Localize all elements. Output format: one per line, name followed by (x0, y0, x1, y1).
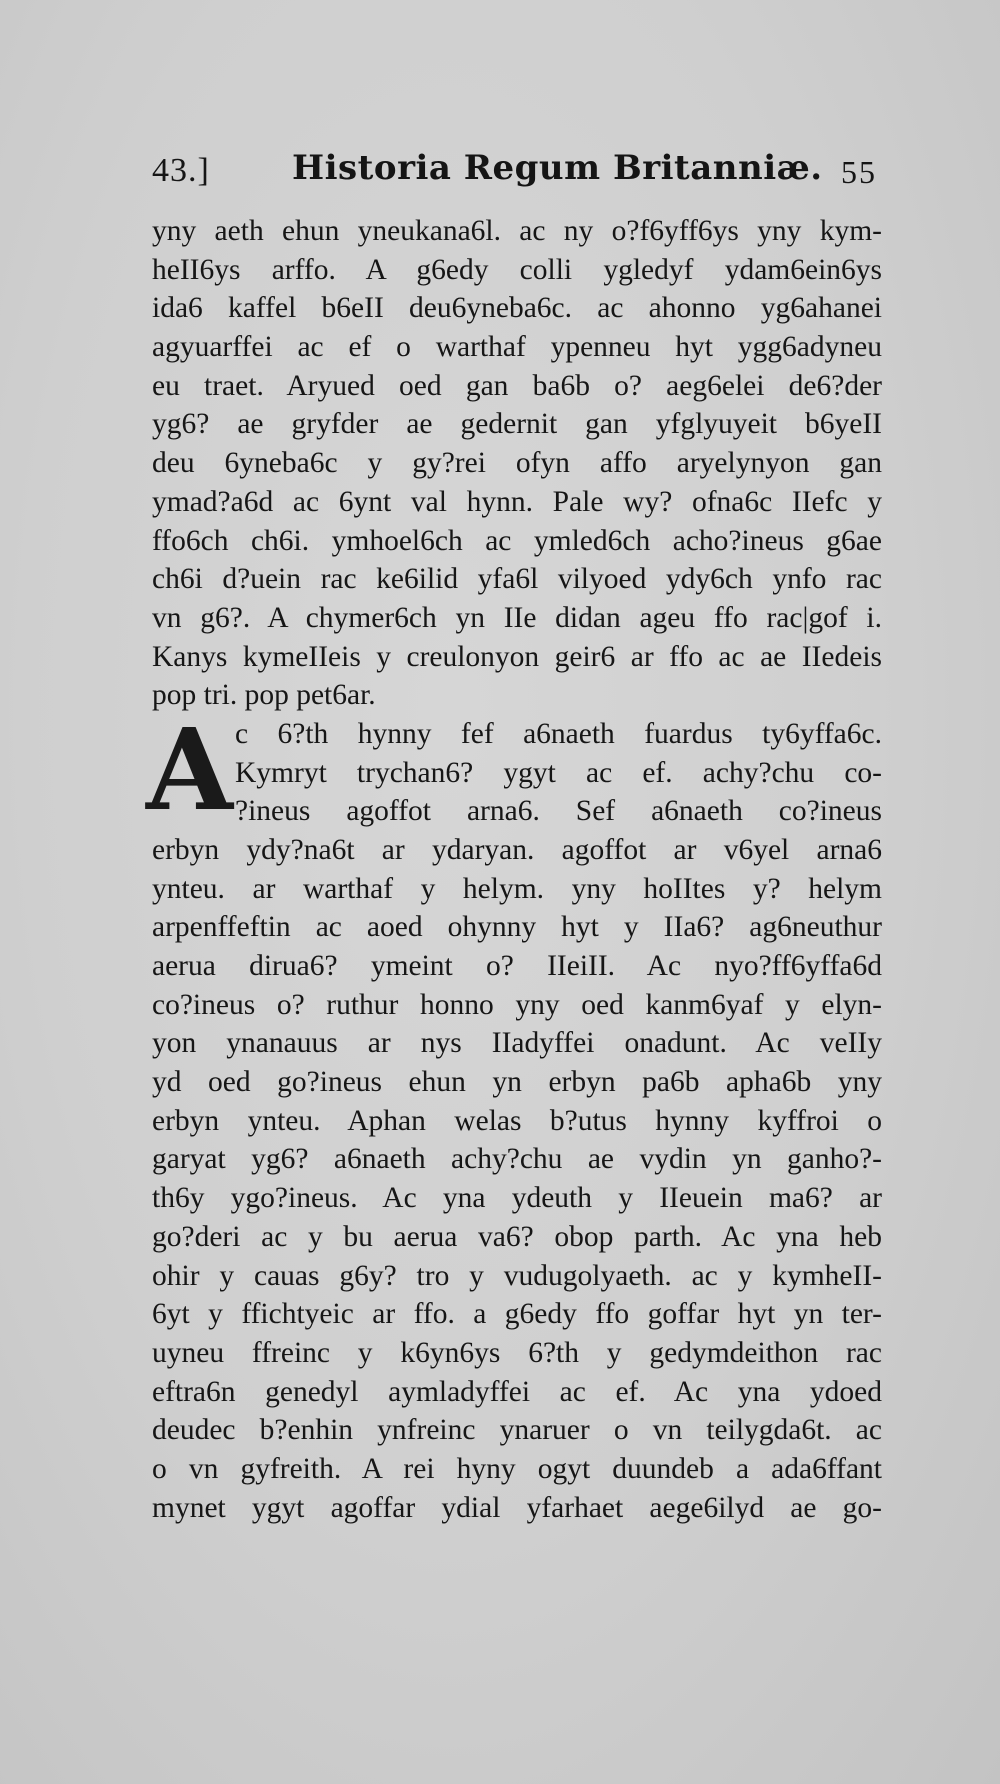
text-line: th6y ygo?ineus. Ac yna ydeuth y IIeuein ma6? ar (152, 1182, 882, 1215)
text-line: arpenffeftin ac aoed ohynny hyt y IIa6? ag6neuthur (152, 911, 882, 944)
text-line: erbyn ydy?na6t ar ydaryan. agoffot ar v6yel arna6 (152, 833, 882, 866)
drop-cap-block (146, 704, 882, 836)
text-line: yon ynanauus ar nys IIadyffei onadunt. Ac veIIy (152, 1027, 882, 1060)
text-line: ida6 kaffel b6eII deu6yneba6c. ac ahonno yg6ahanei (152, 292, 882, 325)
text-line: Kymryt trychan6? ygyt ac ef. achy?chu co- (235, 756, 882, 789)
text-line: agyuarffei ac ef o warthaf ypenneu hyt ygg6adyneu (152, 331, 882, 364)
text-line: eftra6n genedyl aymladyffei ac ef. Ac yna ydoed (152, 1375, 882, 1408)
text-line: yg6? ae gryfder ae gedernit gan yfglyuyeit b6yeII (152, 408, 882, 441)
running-title: Historia Regum Britanniæ. (292, 148, 823, 188)
text-line: ynteu. ar warthaf y helym. yny hoIItes y? helym (152, 872, 882, 905)
text-line: o vn gyfreith. A rei hyny ogyt duundeb a ada6ffant (152, 1452, 882, 1485)
text-line: ch6i d?uein rac ke6ilid yfa6l vilyoed ydy6ch ynfo rac (152, 563, 882, 596)
text-line: deu 6yneba6c y gy?rei ofyn affo aryelynyon gan (152, 447, 882, 480)
drop-cap-initial: A (146, 704, 233, 836)
text-line: pop tri. pop pet6ar. (152, 679, 376, 712)
text-line: Kanys kymeIIeis y creulonyon geir6 ar ffo ac ae IIedeis (152, 640, 882, 673)
text-line: ffo6ch ch6i. ymhoel6ch ac ymled6ch acho?ineus g6ae (152, 524, 882, 557)
text-line: vn g6?. A chymer6ch yn IIe didan ageu ffo rac|gof i. (152, 601, 882, 634)
text-line: yd oed go?ineus ehun yn erbyn pa6b apha6b yny (152, 1066, 882, 1099)
text-line: c 6?th hynny fef a6naeth fuardus ty6yffa6c. (235, 717, 882, 750)
text-line: eu traet. Aryued oed gan ba6b o? aeg6elei de6?der (152, 369, 882, 402)
text-line: aerua dirua6? ymeint o? IIeiII. Ac nyo?ff6yffa6d (152, 950, 882, 982)
text-line: ymad?a6d ac 6ynt val hynn. Pale wy? ofna6c IIefc y (152, 485, 882, 518)
text-line: mynet ygyt agoffar ydial yfarhaet aege6ilyd ae go- (152, 1491, 882, 1524)
text-line: heII6ys arffo. A g6edy colli ygledyf ydam6ein6ys (152, 253, 882, 286)
text-line: uyneu ffreinc y k6yn6ys 6?th y gedymdeithon rac (152, 1336, 882, 1369)
folio-reference: 43.] (152, 152, 210, 189)
text-line: erbyn ynteu. Aphan welas b?utus hynny kyffroi o (152, 1104, 882, 1137)
text-line: 6yt y ffichtyeic ar ffo. a g6edy ffo goffar hyt yn ter- (152, 1298, 882, 1331)
text-line: deudec b?enhin ynfreinc ynaruer o vn teilygda6t. ac (152, 1414, 882, 1447)
text-line: yny aeth ehun yneukana6l. ac ny o?f6yff6ys yny kym- (152, 215, 882, 247)
paragraph-1 (152, 212, 882, 715)
page-number: 55 (841, 154, 877, 190)
indented-lines (235, 715, 882, 831)
text-line: ohir y cauas g6y? tro y vudugolyaeth. ac y kymheII- (152, 1259, 882, 1292)
text-line: garyat yg6? a6naeth achy?chu ae vydin yn ganho?- (152, 1143, 882, 1176)
page-header (152, 148, 877, 198)
body-text (146, 212, 882, 1527)
paragraph-2 (146, 704, 882, 1527)
text-line: co?ineus o? ruthur honno yny oed kanm6yaf y elyn- (152, 988, 882, 1021)
text-line: go?deri ac y bu aerua va6? obop parth. Ac yna heb (152, 1220, 882, 1253)
text-line: ?ineus agoffot arna6. Sef a6naeth co?ineus (235, 795, 882, 828)
